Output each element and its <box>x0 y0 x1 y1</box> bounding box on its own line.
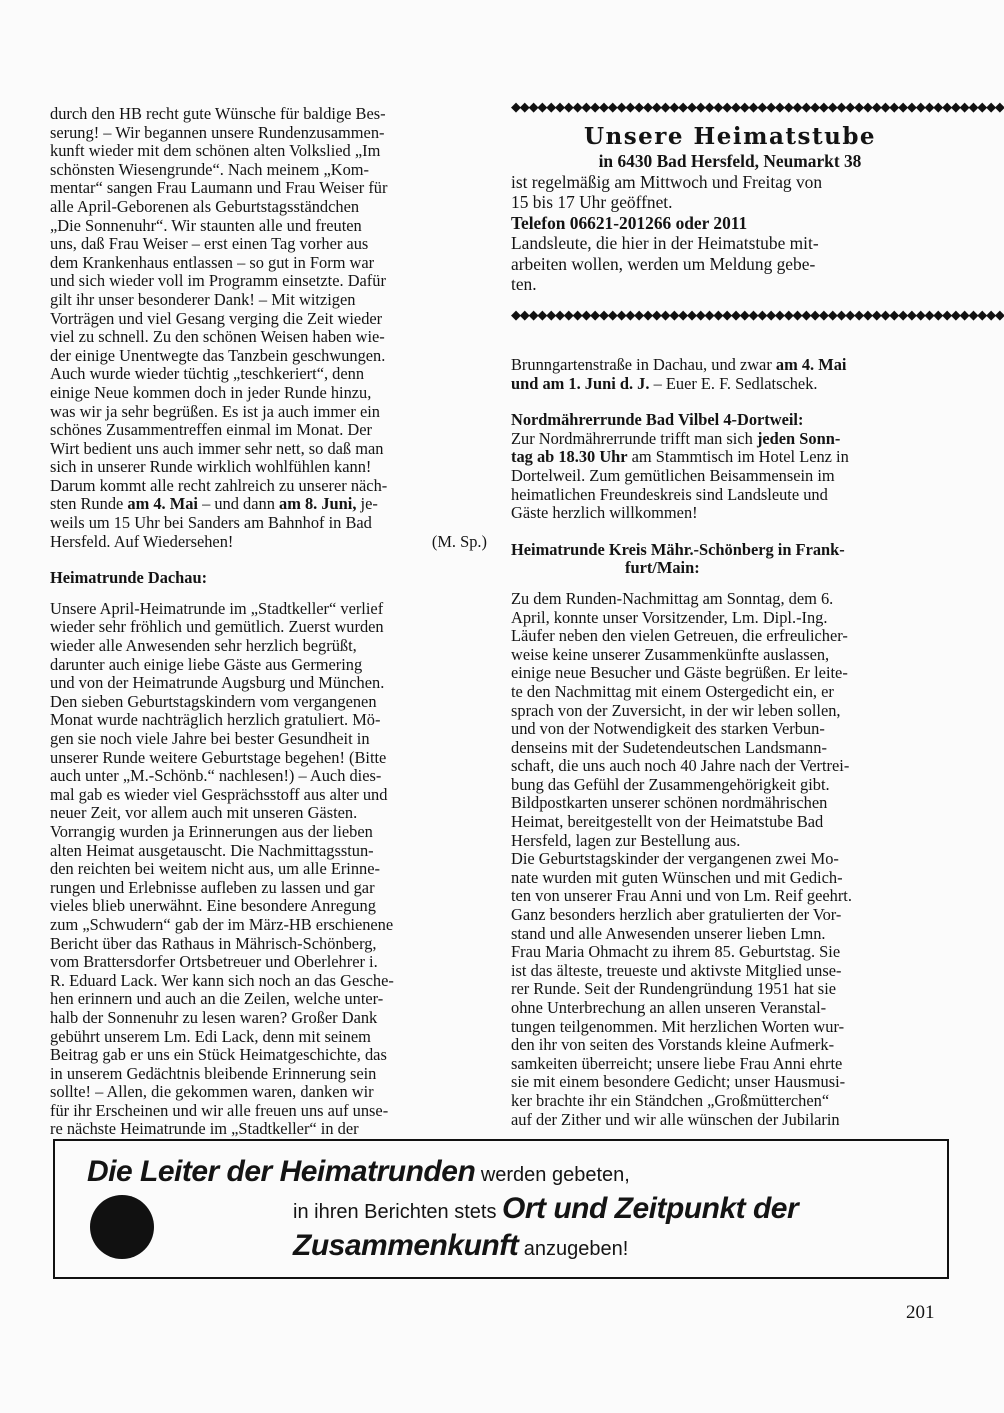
notice-emphasis: Ort und Zeitpunkt der <box>502 1192 799 1225</box>
line: und von der Notwendigkeit des starken Verbun- <box>511 719 825 739</box>
line-text: je- <box>356 494 378 514</box>
line: Darum kommt alle recht zahlreich zu unserer näch- <box>50 475 388 495</box>
phone-number: Telefon 06621-201266 oder 2011 <box>511 212 748 233</box>
line: wieder sehr fröhlich und gemütlich. Zuerst wurden <box>50 617 384 637</box>
line: heimatlichen Freundeskreis sind Landsleute und <box>511 484 828 504</box>
line: ten von unserer Frau Anni und von Lm. Reif geehrt. <box>511 886 852 906</box>
line: Auch wurde wieder tüchtig „teschkeriert“, denn <box>50 364 365 384</box>
line: alten Heimat ausgetauscht. Die Nachmittagsstun- <box>50 840 374 860</box>
line: ker brachte ihr ein Ständchen „Großmütterchen“ <box>511 1090 830 1110</box>
line: was wir ja sehr begrüßen. Es ist ja auch immer ein <box>50 401 380 421</box>
line: weils um 15 Uhr bei Sanders am Bahnhof in Bad <box>50 513 372 533</box>
right-para-1 <box>511 356 948 393</box>
notice-text: in ihren Berichten stets <box>293 1201 502 1223</box>
box-title: Unsere Heimatstube <box>583 123 877 150</box>
line: samkeiten überreicht; unsere liebe Frau Anni ehrte <box>511 1053 843 1073</box>
line: Beitrag gab er uns ein Stück Heimatgeschichte, das <box>50 1045 387 1065</box>
line: Monat wurde nachträglich herzlich gratuliert. Mö- <box>50 710 381 730</box>
line: hen erinnern und auch an die Zeilen, welche unter- <box>50 989 384 1009</box>
line: Dortelweil. Zum gemütlichen Beisammensein im <box>511 465 835 485</box>
line: re nächste Heimatrunde im „Stadtkeller“ in der <box>50 1119 359 1139</box>
line: viel zu schnell. Zu den schönen Weisen haben wie- <box>50 327 385 347</box>
right-column <box>511 356 948 1129</box>
author-signature: (M. Sp.) <box>431 531 487 551</box>
notice-text: werden gebeten, <box>475 1164 630 1186</box>
notice-line-1 <box>87 1155 630 1189</box>
section-heading <box>511 541 948 578</box>
right-para-3 <box>511 590 948 850</box>
line: auch unter „M.-Schönb.“ nachlesen!) – Auch dies- <box>50 766 382 786</box>
line: mal gab es wieder viel Gesprächsstoff aus alter und <box>50 784 388 804</box>
line: nate wurden mit guten Wünschen und mit Gedich- <box>511 867 843 887</box>
line: neuer Zeit, vor allem auch mit unseren Gästen. <box>50 803 358 823</box>
line: Den sieben Geburtstagskindern vom vergangenen <box>50 691 377 711</box>
heading-line: Heimatrunde Kreis Mähr.-Schönberg in Frank- <box>511 539 845 559</box>
line: Unsere April-Heimatrunde im „Stadtkeller“ verlief <box>50 598 384 618</box>
line: wieder alle Anwesenden sehr herzlich begrüßt, <box>50 636 357 656</box>
date-highlight: und am 1. Juni d. J. <box>511 373 650 393</box>
line: gebührt unserem Lm. Edi Lack, denn mit seinem <box>50 1026 371 1046</box>
line: gilt ihr unser besonderer Dank! – Mit witzigen <box>50 289 356 309</box>
line: einige neue Besucher und Gäste begrüßen. Er leite- <box>511 663 848 683</box>
line: April, konnte unser Vorsitzender, Lm. Dipl.-Ing. <box>511 607 828 627</box>
line: Vorrangig wurden ja Erinnerungen aus der lieben <box>50 821 373 841</box>
line: kunft wieder mit dem schönen alten Volkslied „Im <box>50 141 381 161</box>
box-text <box>511 172 949 294</box>
line-text: Zur Nordmährerrunde trifft man sich <box>511 428 757 448</box>
line: zum „Schwudern“ gab der im März-HB erschienene <box>50 914 394 934</box>
left-para-2 <box>50 600 487 1139</box>
line: R. Eduard Lack. Wer kann sich noch an das Gesche- <box>50 970 394 990</box>
line: vieles blieb unerwähnt. Eine besondere Anregung <box>50 896 376 916</box>
line: Frau Maria Ohmacht zu ihrem 85. Geburtstag. Sie <box>511 942 841 962</box>
heimatstube-box <box>511 100 1004 324</box>
line: Ganz besonders herzlich aber gratulierten der Vor- <box>511 905 842 925</box>
time-highlight: jeden Sonn- <box>756 428 841 448</box>
line: Zu dem Runden-Nachmittag am Sonntag, dem 6. <box>511 588 834 608</box>
notice-emphasis: Die Leiter der Heimatrunden <box>87 1155 476 1188</box>
line: 15 bis 17 Uhr geöffnet. <box>511 192 673 213</box>
line: auf der Zither und wir alle wünschen der Jubilarin <box>511 1109 840 1129</box>
line: halb der Sonnenuhr zu lesen waren? Großer Dank <box>50 1007 378 1027</box>
right-para-4 <box>511 850 948 1129</box>
line: Heimat, bereitgestellt von der Heimatstube Bad <box>511 812 824 832</box>
line: schaft, die uns auch noch 40 Jahre nach der Vertrei- <box>511 756 850 776</box>
line: Läufer neben den vielen Getreuen, die erfreulicher- <box>511 626 848 646</box>
line: Bildpostkarten unserer schönen nordmährischen <box>511 793 828 813</box>
line: in unserem Gedächtnis bleibende Erinnerung sein <box>50 1063 377 1083</box>
line: sollte! – Allen, die gekommen waren, danken wir <box>50 1082 374 1102</box>
line: „Die Sonnenuhr“. Wir staunten alle und freuten <box>50 215 362 235</box>
notice-line-2 <box>293 1192 798 1226</box>
line: bung das Gefühl der Zusammengehörigkeit gibt. <box>511 774 830 794</box>
date-highlight: am 4. Mai <box>775 355 847 374</box>
line: darunter auch einige liebe Gäste aus Germering <box>50 654 363 674</box>
line: sie mit einem besondere Gedicht; unser Hausmusi- <box>511 1072 846 1092</box>
line: einige Neue kommen doch in jeder Runde hinzu, <box>50 382 372 402</box>
notice-line-3 <box>293 1229 628 1263</box>
line: für ihr Erscheinen und wir alle freuen uns auf unse- <box>50 1100 389 1120</box>
black-dot-icon <box>90 1195 154 1259</box>
notice-box <box>53 1139 949 1279</box>
closing-text: Hersfeld. Auf Wiedersehen! <box>50 531 234 551</box>
line: Die Geburtstagskinder der vergangenen zwei Mo- <box>511 849 839 869</box>
line: schönsten Wiesengrunde“. Nach meinem „Kom- <box>50 159 370 179</box>
line: Bericht über das Rathaus in Mährisch-Schönberg, <box>50 933 377 953</box>
line: Vorträgen und viel Gesang verging die Zeit wieder <box>50 308 383 328</box>
left-para-1 <box>50 105 487 533</box>
line: serung! – Wir begannen unsere Rundenzusammen- <box>50 122 385 142</box>
page-number: 201 <box>906 1302 935 1323</box>
line: ten. <box>511 274 537 295</box>
line-text: – und dann <box>197 494 280 514</box>
notice-text: anzugeben! <box>518 1238 629 1260</box>
notice-emphasis: Zusammenkunft <box>293 1229 519 1262</box>
line: dem Krankenhaus entlassen – so gut in Form war <box>50 252 375 272</box>
right-para-2 <box>511 430 948 523</box>
line: und von der Heimatrunde Augsburg und München. <box>50 673 385 693</box>
box-subtitle: in 6430 Bad Hersfeld, Neumarkt 38 <box>598 151 862 171</box>
line: rungen und Erlebnisse aufleben zu lassen und gar <box>50 877 375 897</box>
line: der einige Unentwegte das Tanzbein geschwungen. <box>50 345 386 365</box>
line-text: – Euer E. F. Sedlatschek. <box>649 373 818 393</box>
line-text: Brunngartenstraße in Dachau, und zwar <box>511 355 776 374</box>
section-heading: Nordmährerrunde Bad Vilbel 4-Dortweil: <box>511 410 804 430</box>
line: tungen teilgenommen. Mit herzlichen Worten wur- <box>511 1016 845 1036</box>
line: schönes Zusammentreffen einmal im Monat. Der <box>50 420 372 440</box>
date-highlight: am 4. Mai <box>127 494 198 514</box>
line: alle April-Geborenen als Geburtstagsständchen <box>50 196 360 216</box>
line-text: am Stammtisch im Hotel Lenz in <box>627 447 849 467</box>
date-highlight: am 8. Juni, <box>279 494 357 514</box>
line: Hersfeld, lagen zur Bestellung aus. <box>511 830 741 850</box>
line-text: sten Runde <box>50 494 128 514</box>
line: uns, daß Frau Weiser – erst einen Tag vorher aus <box>50 234 369 254</box>
heading-line: furt/Main: <box>625 558 700 578</box>
line: unserer Runde weitere Geburtstage begehen! (Bitte <box>50 747 387 767</box>
line: rer Runde. Seit der Rundengründung 1951 hat sie <box>511 979 837 999</box>
line: und sich wieder voll im Programm einsetzte. Dafür <box>50 271 386 291</box>
line: ohne Unterbrechung an allen unseren Veranstal- <box>511 998 827 1017</box>
line: vom Brattersdorfer Ortsbetreuer und Oberlehrer i. <box>50 952 378 972</box>
section-heading: Heimatrunde Dachau: <box>50 568 208 588</box>
diamond-border-top: ◆◆◆◆◆◆◆◆◆◆◆◆◆◆◆◆◆◆◆◆◆◆◆◆◆◆◆◆◆◆◆◆◆◆◆◆◆◆◆◆◆◆◆◆◆◆◆◆◆◆◆◆◆◆◆◆ <box>511 100 1004 115</box>
line: weise keine unserer Zusammenkünfte auslassen, <box>511 644 830 664</box>
line: denseins mit der Sudetendeutschen Landsmann- <box>511 737 827 757</box>
line: sprach von der Zuversicht, in der wir leben sollen, <box>511 700 841 720</box>
left-column <box>50 105 487 1139</box>
signature-line <box>50 533 487 552</box>
line: gen sie noch viele Jahre bei bester Gesundheit in <box>50 729 370 748</box>
line: mentar“ sangen Frau Laumann und Frau Weiser für <box>50 178 388 198</box>
line: arbeiten wollen, werden um Meldung gebe- <box>511 253 816 274</box>
diamond-border-bottom: ◆◆◆◆◆◆◆◆◆◆◆◆◆◆◆◆◆◆◆◆◆◆◆◆◆◆◆◆◆◆◆◆◆◆◆◆◆◆◆◆◆◆◆◆◆◆◆◆◆◆◆◆◆◆◆◆ <box>511 308 1004 324</box>
line: Landsleute, die hier in der Heimatstube mit- <box>511 233 819 254</box>
line: den ihr von seiten des Vorstands kleine Aufmerk- <box>511 1035 835 1055</box>
line: ist regelmäßig am Mittwoch und Freitag von <box>511 172 823 192</box>
line: sich in unserer Runde wirklich wohlfühlen kann! <box>50 457 372 477</box>
line: ist das älteste, treueste und aktivste Mitglied unse- <box>511 960 842 980</box>
line: stand und alle Anwesenden unserer lieben Lmn. <box>511 923 826 943</box>
line: durch den HB recht gute Wünsche für baldige Bes- <box>50 104 386 123</box>
line: Wirt bedient uns auch immer sehr nett, so daß man <box>50 438 384 458</box>
line: Gäste herzlich willkommen! <box>511 503 698 523</box>
line: den reichten bei weitem nicht aus, um alle Erinne- <box>50 859 380 879</box>
time-highlight: tag ab 18.30 Uhr <box>511 447 628 467</box>
line: te den Nachmittag mit einem Ostergedicht ein, er <box>511 681 834 701</box>
